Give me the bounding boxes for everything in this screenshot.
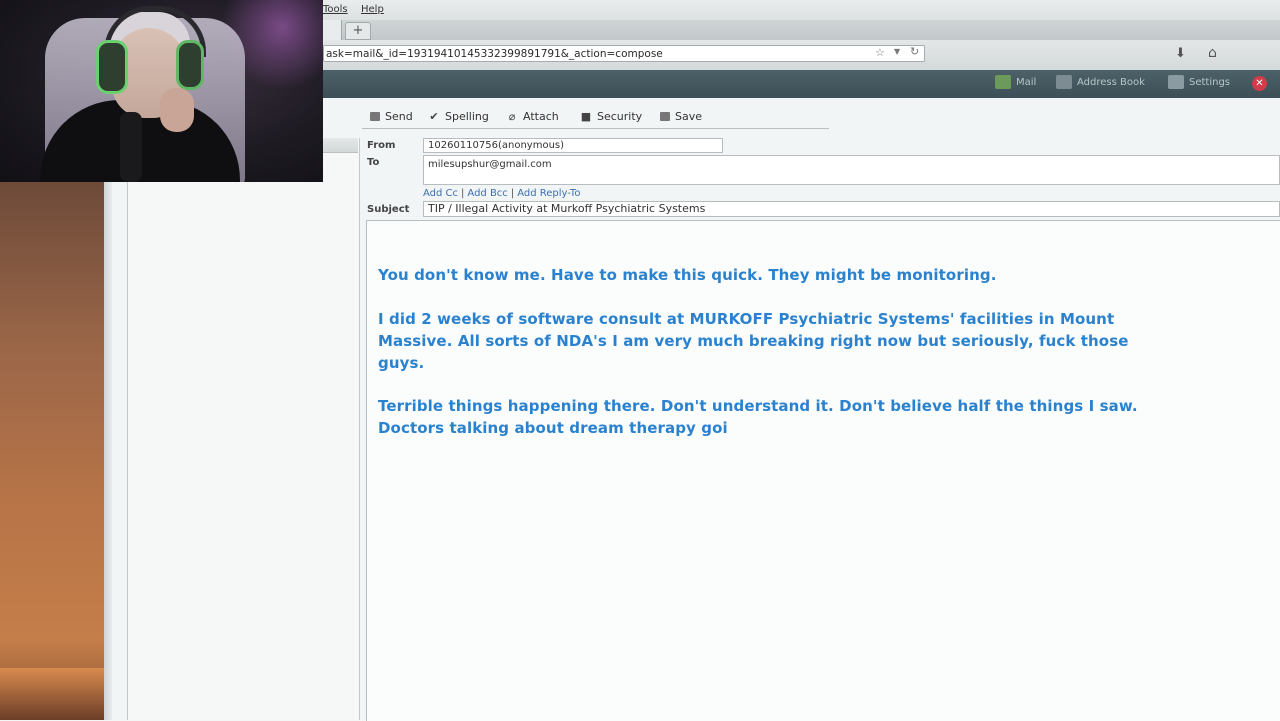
attach-button[interactable] — [506, 110, 559, 123]
background-scenery — [0, 182, 112, 720]
add-recipient-links: Add Cc | Add Bcc | Add Reply-To — [423, 188, 581, 199]
security-button[interactable] — [580, 110, 642, 123]
lock-icon: ■ — [580, 110, 592, 123]
subject-field[interactable]: TIP / Illegal Activity at Murkoff Psychiatric Systems — [423, 201, 1280, 217]
message-body[interactable] — [366, 220, 1280, 721]
url-text: ask=mail&_id=19319410145332399891791&_action=compose — [326, 48, 663, 60]
tab-strip — [323, 20, 1280, 40]
headphone-right — [176, 40, 204, 90]
spelling-label: Spelling — [445, 110, 489, 123]
left-panel — [127, 138, 360, 720]
microphone — [120, 112, 142, 182]
left-panel-header — [323, 138, 358, 153]
to-field[interactable]: milesupshur@gmail.com — [423, 155, 1280, 185]
add-reply-to-link[interactable]: Add Reply-To — [517, 188, 581, 199]
save-icon — [660, 112, 670, 121]
mail-icon — [995, 75, 1011, 89]
bookmark-star-icon[interactable]: ☆ — [875, 46, 885, 59]
compose-form — [360, 138, 1280, 218]
tab-active[interactable] — [323, 20, 342, 40]
url-bar[interactable] — [323, 45, 925, 62]
streamer-hand — [160, 88, 194, 132]
send-icon — [370, 112, 380, 121]
add-cc-link[interactable]: Add Cc — [423, 188, 459, 199]
from-select[interactable]: 10260110756(anonymous) — [423, 138, 723, 153]
browser-menubar — [323, 0, 1280, 20]
monitor-bezel — [104, 182, 112, 720]
webcam-overlay — [0, 0, 323, 182]
reload-icon[interactable]: ↻ — [910, 45, 920, 58]
webmail-header — [323, 70, 1280, 98]
nav-mail[interactable]: Mail — [1016, 77, 1037, 88]
from-label: From — [367, 140, 396, 151]
to-label: To — [367, 157, 380, 168]
download-icon[interactable]: ⬇ — [1175, 46, 1186, 61]
attach-label: Attach — [523, 110, 559, 123]
send-button[interactable] — [370, 110, 413, 123]
save-button[interactable] — [660, 110, 702, 123]
home-icon[interactable]: ⌂ — [1208, 45, 1217, 61]
dropdown-icon[interactable]: ▼ — [894, 47, 901, 56]
paperclip-icon: ⌀ — [508, 110, 516, 123]
spelling-button[interactable] — [428, 110, 489, 123]
add-bcc-link[interactable]: Add Bcc — [467, 188, 508, 199]
compose-toolbar — [362, 106, 829, 129]
nav-address-book[interactable]: Address Book — [1077, 77, 1145, 88]
new-tab-button[interactable]: + — [345, 22, 371, 40]
message-paragraph-1: You don't know me. Have to make this quick. They might be monitoring. — [378, 266, 997, 284]
settings-icon — [1168, 75, 1184, 89]
logout-icon[interactable]: ✕ — [1252, 76, 1267, 91]
subject-label: Subject — [367, 204, 410, 215]
address-book-icon — [1056, 75, 1072, 89]
save-label: Save — [675, 110, 703, 123]
nav-settings[interactable]: Settings — [1189, 77, 1231, 88]
check-icon: ✔ — [429, 110, 439, 123]
menu-help[interactable]: Help — [361, 4, 384, 15]
message-paragraph-3: Terrible things happening there. Don't understand it. Don't believe half the things I saw. Doctors talking about dream therapy goi — [378, 397, 1138, 437]
horizon — [0, 668, 112, 720]
headphones-icon — [96, 40, 128, 94]
message-paragraph-2: I did 2 weeks of software consult at MURKOFF Psychiatric Systems' facilities in Mount Massive. All sorts of NDA's I am very much breaking right now but seriously, fuck those guys. — [378, 310, 1129, 372]
send-label: Send — [385, 110, 413, 123]
navigation-bar — [323, 40, 1280, 70]
security-label: Security — [597, 110, 643, 123]
menu-tools[interactable]: Tools — [323, 4, 348, 15]
